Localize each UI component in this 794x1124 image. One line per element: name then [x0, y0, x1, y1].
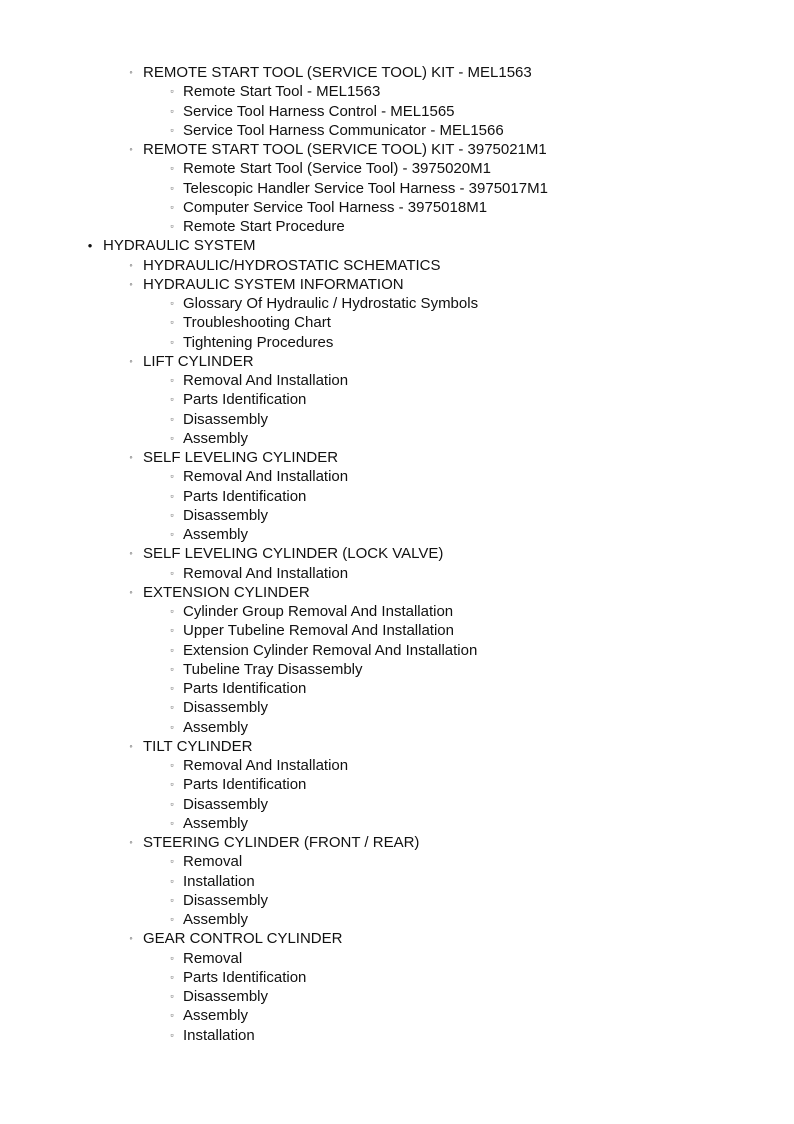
- toc-entry-level3[interactable]: [0, 949, 794, 968]
- toc-entry-label: Service Tool Harness Communicator - MEL1566: [183, 121, 504, 139]
- toc-entry-label: Parts Identification: [183, 776, 307, 794]
- list-bullet-icon: ◦: [129, 933, 133, 944]
- toc-entry-level3[interactable]: [0, 775, 794, 794]
- toc-entry-level1[interactable]: [0, 236, 794, 255]
- toc-entry-label: HYDRAULIC/HYDROSTATIC SCHEMATICS: [143, 256, 441, 274]
- toc-entry-label: Installation: [183, 1026, 255, 1044]
- list-bullet-icon: ▫: [170, 644, 174, 655]
- toc-entry-level2[interactable]: [0, 544, 794, 563]
- list-bullet-icon: ◦: [129, 452, 133, 462]
- toc-entry-level3[interactable]: [0, 795, 794, 814]
- list-bullet-icon: ▫: [170, 1029, 174, 1040]
- toc-entry-label: GEAR CONTROL CYLINDER: [143, 930, 343, 948]
- toc-entry-level2[interactable]: [0, 352, 794, 371]
- list-bullet-icon: ▫: [170, 509, 174, 520]
- list-bullet-icon: ▫: [170, 182, 174, 193]
- toc-entry-level3[interactable]: [0, 1006, 794, 1025]
- list-bullet-icon: ▫: [170, 721, 174, 732]
- toc-entry-level3[interactable]: [0, 410, 794, 429]
- toc-entry-level3[interactable]: [0, 679, 794, 698]
- toc-entry-label: Assembly: [183, 814, 249, 832]
- toc-entry-level2[interactable]: [0, 63, 794, 82]
- toc-entry-level3[interactable]: [0, 390, 794, 409]
- list-bullet-icon: ▫: [170, 817, 174, 828]
- toc-entry-level3[interactable]: [0, 756, 794, 775]
- list-bullet-icon: ▫: [170, 914, 174, 924]
- toc-entry-level2[interactable]: [0, 583, 794, 602]
- toc-entry-label: Remote Start Tool (Service Tool) - 3975020M1: [183, 160, 491, 178]
- list-bullet-icon: ▫: [170, 105, 174, 116]
- list-bullet-icon: ▫: [170, 336, 174, 347]
- list-bullet-icon: ▫: [170, 490, 174, 501]
- toc-entry-label: Troubleshooting Chart: [183, 314, 331, 332]
- toc-entry-label: Disassembly: [183, 988, 269, 1005]
- toc-entry-label: Tightening Procedures: [183, 333, 334, 351]
- toc-entry-label: Remote Start Tool - MEL1563: [183, 83, 381, 101]
- toc-entry-level3[interactable]: [0, 294, 794, 313]
- toc-entry-label: Parts Identification: [183, 968, 307, 986]
- toc-entry-level3[interactable]: [0, 852, 794, 871]
- list-bullet-icon: ▫: [170, 991, 174, 1001]
- list-bullet-icon: ▫: [170, 875, 174, 886]
- toc-entry-level3[interactable]: [0, 467, 794, 486]
- toc-entry-level3[interactable]: [0, 102, 794, 121]
- toc-entry-label: TILT CYLINDER: [143, 737, 253, 755]
- list-bullet-icon: ▫: [170, 952, 174, 963]
- list-bullet-icon: ▫: [170, 625, 174, 636]
- toc-entry-level3[interactable]: [0, 698, 794, 717]
- toc-entry-label: Disassembly: [183, 795, 269, 813]
- list-bullet-icon: ▫: [170, 702, 174, 713]
- toc-entry-level2[interactable]: [0, 737, 794, 756]
- toc-entry-level2[interactable]: [0, 929, 794, 948]
- toc-entry-label: REMOTE START TOOL (SERVICE TOOL) KIT - 3975021M1: [143, 141, 547, 158]
- toc-entry-level3[interactable]: [0, 910, 794, 929]
- toc-entry-label: Disassembly: [183, 699, 269, 717]
- toc-entry-level3[interactable]: [0, 891, 794, 910]
- toc-entry-level2[interactable]: [0, 256, 794, 275]
- list-bullet-icon: ▫: [170, 471, 174, 482]
- toc-entry-level3[interactable]: [0, 1026, 794, 1045]
- list-bullet-icon: ◦: [129, 278, 133, 289]
- toc-entry-level3[interactable]: [0, 602, 794, 621]
- toc-entry-label: Computer Service Tool Harness - 3975018M1: [183, 198, 488, 216]
- toc-entry-level3[interactable]: [0, 333, 794, 352]
- list-bullet-icon: ◦: [129, 548, 133, 559]
- list-bullet-icon: ◦: [129, 586, 133, 597]
- list-bullet-icon: ▫: [170, 606, 174, 616]
- toc-entry-level3[interactable]: [0, 179, 794, 198]
- toc-entry-label: Tubeline Tray Disassembly: [183, 660, 363, 678]
- toc-entry-level2[interactable]: [0, 448, 794, 467]
- list-bullet-icon: ◦: [129, 144, 133, 154]
- toc-entry-level3[interactable]: [0, 641, 794, 660]
- list-bullet-icon: ▫: [170, 375, 174, 385]
- list-bullet-icon: ▫: [170, 529, 174, 539]
- list-bullet-icon: ▫: [170, 779, 174, 790]
- toc-entry-label: HYDRAULIC SYSTEM: [103, 237, 256, 255]
- toc-entry-label: Assembly: [183, 526, 249, 543]
- list-bullet-icon: ▫: [170, 298, 174, 308]
- list-bullet-icon: ▫: [170, 856, 174, 867]
- toc-entry-level3[interactable]: [0, 968, 794, 987]
- toc-entry-label: HYDRAULIC SYSTEM INFORMATION: [143, 275, 404, 293]
- list-bullet-icon: ▫: [170, 413, 174, 424]
- toc-entry-level3[interactable]: [0, 487, 794, 506]
- toc-entry-label: EXTENSION CYLINDER: [143, 583, 310, 601]
- toc-entry-label: Cylinder Group Removal And Installation: [183, 603, 454, 620]
- toc-entry-label: Disassembly: [183, 506, 269, 524]
- list-bullet-icon: ▫: [170, 1010, 174, 1021]
- toc-entry-level3[interactable]: [0, 371, 794, 390]
- list-bullet-icon: ▫: [170, 760, 174, 770]
- toc-entry-label: Assembly: [183, 429, 249, 447]
- list-bullet-icon: ◦: [129, 259, 133, 270]
- toc-entry-label: Service Tool Harness Control - MEL1565: [183, 102, 455, 120]
- list-bullet-icon: ▫: [170, 567, 174, 578]
- list-bullet-icon: ▫: [170, 124, 174, 135]
- list-bullet-icon: ▫: [170, 86, 174, 97]
- toc-entry-label: Removal And Installation: [183, 564, 349, 582]
- list-bullet-icon: ◦: [129, 355, 133, 366]
- toc-entry-label: Installation: [183, 872, 255, 890]
- toc-entry-level3[interactable]: [0, 621, 794, 640]
- list-bullet-icon: ▫: [170, 163, 174, 174]
- list-bullet-icon: •: [87, 238, 93, 254]
- toc-entry-level3[interactable]: [0, 506, 794, 525]
- toc-entry-label: Disassembly: [183, 891, 269, 909]
- toc-entry-label: REMOTE START TOOL (SERVICE TOOL) KIT - MEL1563: [143, 64, 532, 81]
- toc-entry-level3[interactable]: [0, 313, 794, 332]
- toc-entry-label: Upper Tubeline Removal And Installation: [183, 622, 454, 640]
- toc-entry-label: SELF LEVELING CYLINDER (LOCK VALVE): [143, 545, 444, 563]
- toc-entry-label: Removal: [183, 853, 243, 871]
- list-bullet-icon: ▫: [170, 317, 174, 328]
- toc-entry-level3[interactable]: [0, 525, 794, 544]
- toc-entry-label: Parts Identification: [183, 680, 307, 697]
- list-bullet-icon: ▫: [170, 432, 174, 443]
- toc-entry-level3[interactable]: [0, 814, 794, 833]
- list-bullet-icon: ▫: [170, 663, 174, 674]
- toc-entry-label: Assembly: [183, 718, 249, 736]
- toc-entry-level3[interactable]: [0, 872, 794, 891]
- toc-entry-level3[interactable]: [0, 429, 794, 448]
- list-bullet-icon: ◦: [129, 67, 133, 77]
- toc-entry-level3[interactable]: [0, 718, 794, 737]
- toc-entry-label: Removal And Installation: [183, 372, 349, 389]
- list-bullet-icon: ▫: [170, 971, 174, 982]
- toc-entry-label: Disassembly: [183, 410, 269, 428]
- toc-entry-label: Removal: [183, 949, 243, 967]
- list-bullet-icon: ▫: [170, 201, 174, 212]
- toc-entry-label: Telescopic Handler Service Tool Harness - 3975017M1: [183, 179, 548, 197]
- list-bullet-icon: ▫: [170, 798, 174, 809]
- toc-entry-label: Glossary Of Hydraulic / Hydrostatic Symbols: [183, 295, 479, 312]
- toc-entry-label: SELF LEVELING CYLINDER: [143, 449, 339, 466]
- toc-entry-label: Removal And Installation: [183, 757, 349, 774]
- toc-entry-label: Assembly: [183, 1007, 249, 1025]
- toc-entry-level3[interactable]: [0, 121, 794, 140]
- list-bullet-icon: ◦: [129, 740, 133, 751]
- toc-entry-label: Remote Start Procedure: [183, 218, 345, 235]
- toc-entry-level3[interactable]: [0, 217, 794, 236]
- toc-entry-level3[interactable]: [0, 987, 794, 1006]
- toc-entry-level3[interactable]: [0, 82, 794, 101]
- toc-entry-label: Removal And Installation: [183, 468, 349, 486]
- toc-entry-level3[interactable]: [0, 198, 794, 217]
- toc-entry-label: Parts Identification: [183, 391, 307, 409]
- toc-entry-level2[interactable]: [0, 140, 794, 159]
- list-bullet-icon: ▫: [170, 894, 174, 905]
- toc-entry-level3[interactable]: [0, 660, 794, 679]
- list-bullet-icon: ◦: [129, 837, 133, 847]
- table-of-contents: [0, 63, 794, 1045]
- toc-entry-level2[interactable]: [0, 275, 794, 294]
- toc-entry-label: Assembly: [183, 911, 249, 928]
- toc-entry-level3[interactable]: [0, 564, 794, 583]
- toc-entry-label: Parts Identification: [183, 487, 307, 505]
- toc-entry-label: Extension Cylinder Removal And Installation: [183, 641, 478, 659]
- list-bullet-icon: ▫: [170, 221, 174, 231]
- toc-entry-label: LIFT CYLINDER: [143, 352, 254, 370]
- toc-entry-label: STEERING CYLINDER (FRONT / REAR): [143, 834, 420, 851]
- list-bullet-icon: ▫: [170, 394, 174, 405]
- toc-entry-level2[interactable]: [0, 833, 794, 852]
- list-bullet-icon: ▫: [170, 683, 174, 693]
- toc-entry-level3[interactable]: [0, 159, 794, 178]
